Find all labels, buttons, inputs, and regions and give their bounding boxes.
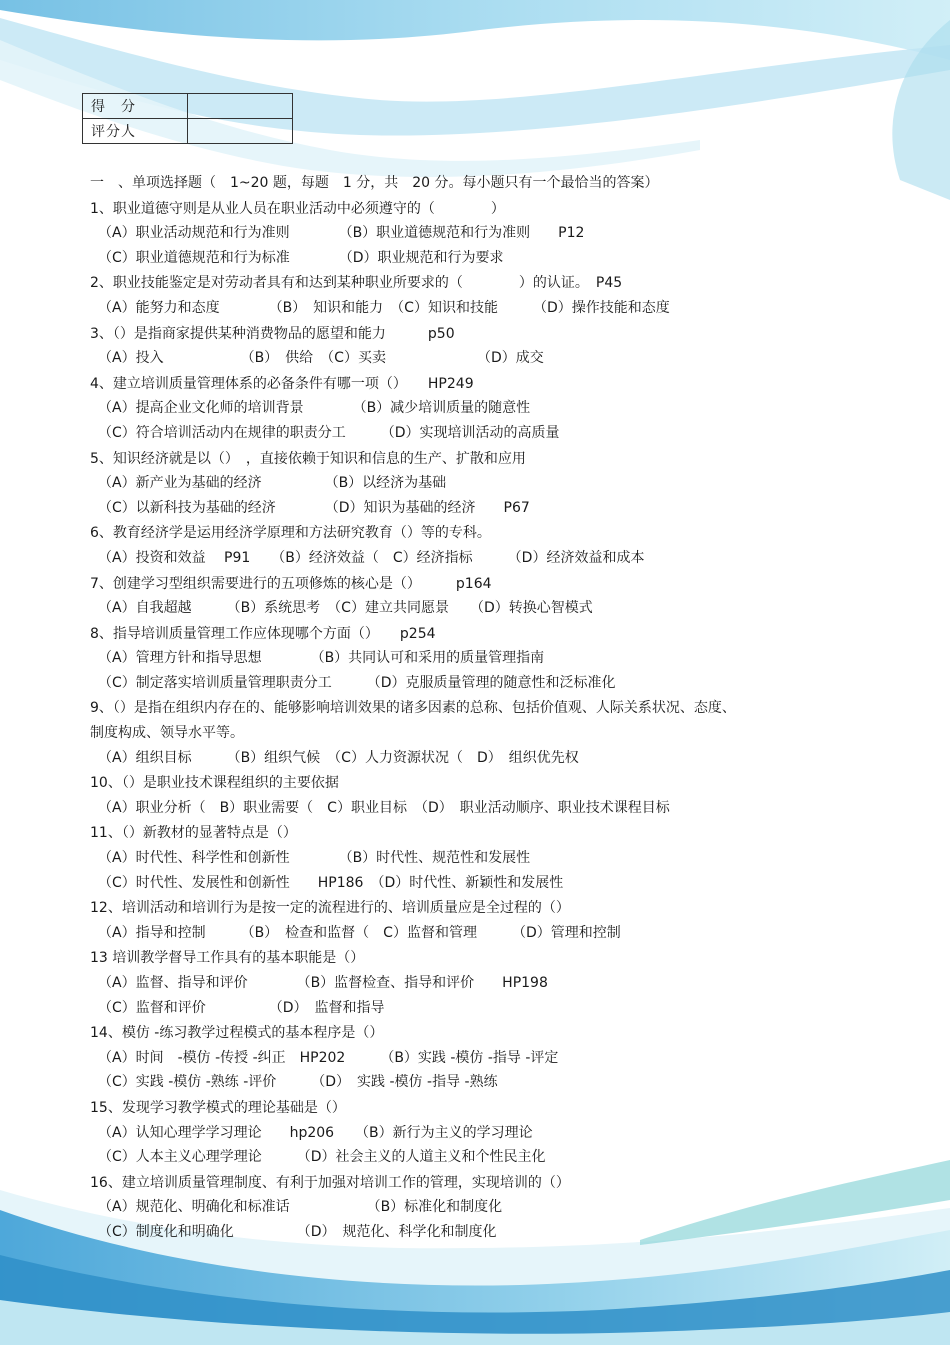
grader-input-cell[interactable] [188, 119, 293, 144]
answer-options-line: （A）新产业为基础的经济 （B）以经济为基础 [98, 475, 447, 492]
question-text: 7、创建学习型组织需要进行的五项修炼的核心是（） p164 [90, 575, 492, 592]
question-text-continued: 制度构成、领导水平等。 [90, 725, 244, 742]
question-item [90, 322, 810, 371]
answer-options-line: （A）规范化、明确化和标准话 （B）标准化和制度化 [98, 1199, 503, 1216]
question-text: 16、建立培训质量管理制度、有利于加强对培训工作的管理，实现培训的（） [90, 1174, 570, 1191]
question-item [90, 521, 810, 570]
question-text: 11、（）新教材的显著特点是（） [90, 825, 297, 842]
answer-options-line: （A）提高企业文化师的培训背景 （B）减少培训质量的随意性 [98, 400, 531, 417]
answer-options-line: （A）投资和效益 P91 （B）经济效益（ C）经济指标 （D）经济效益和成本 [98, 549, 645, 566]
question-item [90, 1096, 810, 1170]
question-text: 1、职业道德守则是从业人员在职业活动中必须遵守的（ ） [90, 200, 505, 217]
answer-options-line: （A）投入 （B） 供给 （C）买卖 （D）成交 [98, 350, 544, 367]
question-text: 10、（）是职业技术课程组织的主要依据 [90, 775, 339, 792]
answer-options-line: （A）职业活动规范和行为准则 （B）职业道德规范和行为准则 P12 [98, 225, 585, 242]
answer-options-line: （A）能努力和态度 （B） 知识和能力 （C）知识和技能 （D）操作技能和态度 [98, 299, 670, 316]
question-item [90, 197, 810, 271]
question-text: 15、发现学习教学模式的理论基础是（） [90, 1099, 346, 1116]
score-label: 得 分 [83, 94, 188, 119]
question-text: 5、知识经济就是以（） ，直接依赖于知识和信息的生产、扩散和应用 [90, 450, 526, 467]
score-input-cell[interactable] [188, 94, 293, 119]
question-item [90, 1171, 810, 1245]
answer-options-line: （A）指导和控制 （B） 检查和监督（ C）监督和管理 （D）管理和控制 [98, 924, 621, 941]
grader-row [83, 119, 293, 144]
question-text: 4、建立培训质量管理体系的必备条件有哪一项（） HP249 [90, 375, 474, 392]
answer-options-line: （A）监督、指导和评价 （B）监督检查、指导和评价 HP198 [98, 975, 548, 991]
question-item [90, 946, 810, 1020]
answer-options-line: （C）时代性、发展性和创新性 HP186 （D）时代性、新颖性和发展性 [98, 874, 564, 891]
question-item [90, 696, 810, 770]
question-item [90, 572, 810, 621]
question-text: 8、指导培训质量管理工作应体现哪个方面（） p254 [90, 625, 436, 642]
answer-options-line: （C）以新科技为基础的经济 （D）知识为基础的经济 P67 [98, 499, 530, 516]
answer-options-line: （A）组织目标 （B）组织气候 （C）人力资源状况（ D） 组织优先权 [98, 749, 579, 766]
section-title: 一 、单项选择题（ 1~20 题，每题 1 分，共 20 分。每小题只有一个最恰当的答案） [90, 175, 659, 191]
score-table [82, 93, 293, 144]
question-item [90, 896, 810, 945]
question-item [90, 372, 810, 446]
answer-options-line: （C）制定落实培训质量管理职责分工 （D）克服质量管理的随意性和泛标准化 [98, 674, 616, 691]
question-list [90, 197, 810, 1245]
answer-options-line: （C）实践 -模仿 -熟练 -评价 （D） 实践 -模仿 -指导 -熟练 [98, 1074, 498, 1091]
question-item [90, 622, 810, 696]
answer-options-line: （C）制度化和明确化 （D） 规范化、科学化和制度化 [98, 1223, 497, 1240]
question-text: 3、（）是指商家提供某种消费物品的愿望和能力 p50 [90, 325, 455, 342]
question-text: 6、教育经济学是运用经济学原理和方法研究教育（）等的专科。 [90, 525, 491, 542]
question-item [90, 1021, 810, 1095]
question-text: 2、职业技能鉴定是对劳动者具有和达到某种职业所要求的（ ）的认证。 P45 [90, 275, 623, 292]
question-text: 12、培训活动和培训行为是按一定的流程进行的、培训质量应是全过程的（） [90, 900, 570, 917]
exam-content [90, 171, 810, 1245]
answer-options-line: （C）符合培训活动内在规律的职责分工 （D）实现培训活动的高质量 [98, 424, 560, 441]
question-item [90, 271, 810, 320]
grader-label: 评分人 [83, 119, 188, 144]
question-text: 14、模仿 -练习教学过程模式的基本程序是（） [90, 1025, 384, 1042]
question-item [90, 447, 810, 521]
answer-options-line: （A）认知心理学学习理论 hp206 （B）新行为主义的学习理论 [98, 1124, 533, 1141]
answer-options-line: （A）管理方针和指导思想 （B）共同认可和采用的质量管理指南 [98, 650, 545, 667]
question-text: 13 培训教学督导工作具有的基本职能是（） [90, 950, 365, 967]
question-item [90, 771, 810, 820]
answer-options-line: （C）职业道德规范和行为标准 （D）职业规范和行为要求 [98, 249, 504, 266]
answer-options-line: （A）时代性、科学性和创新性 （B）时代性、规范性和发展性 [98, 850, 531, 867]
answer-options-line: （A）时间 -模仿 -传授 -纠正 HP202 （B）实践 -模仿 -指导 -评定 [98, 1049, 559, 1066]
answer-options-line: （C）监督和评价 （D） 监督和指导 [98, 999, 385, 1016]
answer-options-line: （A）自我超越 （B）系统思考 （C）建立共同愿景 （D）转换心智模式 [98, 600, 593, 617]
question-item [90, 821, 810, 895]
question-text: 9、（）是指在组织内存在的、能够影响培训效果的诸多因素的总称、包括价值观、人际关系状况、态度、 [90, 700, 736, 717]
answer-options-line: （A）职业分析（ B）职业需要（ C）职业目标 （D） 职业活动顺序、职业技术课程目标 [98, 799, 670, 816]
score-row [83, 94, 293, 119]
answer-options-line: （C）人本主义心理学理论 （D）社会主义的人道主义和个性民主化 [98, 1149, 546, 1166]
